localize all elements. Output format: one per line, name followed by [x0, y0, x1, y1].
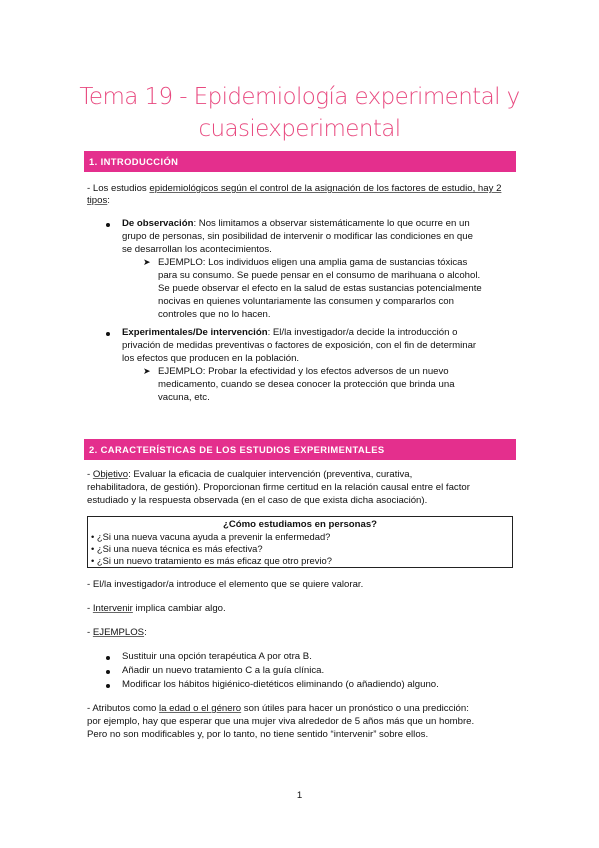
observation-example-line-2: para su consumo. Se puede pensar en el consumo de marihuana o alcohol.	[158, 270, 481, 281]
observation-example-line-3: Se puede observar el efecto en la salud de estas sustancias potencialmente	[158, 283, 482, 294]
paragraph-introduce: - El/la investigador/a introduce el elemento que se quiere valorar.	[87, 579, 364, 590]
experimental-label: Experimentales/De intervención	[122, 327, 268, 338]
intervene-suffix: implica cambiar algo.	[132, 603, 226, 614]
paragraph-intervene	[87, 603, 226, 615]
intervene-underlined: Intervenir	[92, 603, 133, 614]
attributes-line-3: Pero no son modificables y, por lo tanto, no tiene sentido “intervenir” sobre ellos.	[87, 729, 429, 740]
section-1-header: 1. INTRODUCCIÓN	[84, 151, 516, 172]
observation-example-line-5: controles que no lo hacen.	[158, 309, 271, 320]
observation-line-1	[122, 218, 470, 230]
attributes-underlined: la edad o el género	[158, 703, 242, 714]
attributes-line-2: por ejemplo, hay que esperar que una mujer viva alrededor de 5 años más que un hombre.	[87, 716, 475, 727]
section-2-header: 2. CARACTERÍSTICAS DE LOS ESTUDIOS EXPERIMENTALES	[84, 439, 516, 460]
example-item: Sustituir una opción terapéutica A por otra B.	[122, 651, 312, 662]
examples-prefix: -	[87, 627, 93, 638]
objective-line-3: estudiado y la respuesta observada (en el caso de que exista dicha asociación).	[87, 495, 428, 506]
intro-prefix: - Los estudios	[87, 183, 150, 194]
experimental-example-line-2: medicamento, cuando se desea conocer la protección que brinda una	[158, 379, 455, 390]
question-box	[87, 516, 513, 568]
observation-line-3: se desarrollan los acontecimientos.	[122, 244, 272, 255]
attributes-text: son útiles para hacer un pronóstico o una predicción:	[241, 703, 469, 714]
examples-heading	[87, 627, 147, 639]
objective-text: : Evaluar la eficacia de cualquier intervención (preventiva, curativa,	[128, 469, 413, 480]
experimental-line-2: privación de medidas preventivas o factores de exposición, con el fin de determinar	[122, 340, 477, 351]
intervene-prefix: -	[87, 603, 93, 614]
attributes-line-1	[87, 703, 469, 715]
observation-label: De observación	[122, 218, 194, 229]
question-item: • ¿Si un nuevo tratamiento es más eficaz que otro previo?	[91, 555, 332, 566]
bullet-dot	[106, 223, 110, 227]
bullet-dot	[106, 670, 110, 674]
observation-text: : Nos limitamos a observar sistemáticamente lo que ocurre en un	[193, 218, 470, 229]
question-item: • ¿Si una nueva técnica es más efectiva?	[91, 543, 263, 554]
objective-line-1	[87, 469, 412, 481]
observation-example-line-1: EJEMPLO: Los individuos eligen una amplia gama de sustancias tóxicas	[158, 257, 468, 268]
example-item: Añadir un nuevo tratamiento C a la guía clínica.	[122, 665, 325, 676]
objective-label: Objetivo	[92, 469, 129, 480]
bullet-dot	[106, 656, 110, 660]
experimental-line-1	[122, 327, 457, 339]
attributes-prefix: - Atributos como	[87, 703, 159, 714]
experimental-example-line-3: vacuna, etc.	[158, 392, 210, 403]
arrow-bullet-icon: ➤	[143, 257, 151, 267]
section-1-intro	[87, 183, 513, 208]
observation-line-2: grupo de personas, sin posibilidad de intervenir o modificar las condiciones en que	[122, 231, 473, 242]
intro-underlined: epidemiológicos según el control de la asignación de los factores de estudio, hay 2 tipos	[87, 183, 502, 207]
bullet-dot	[106, 332, 110, 336]
objective-line-2: rehabilitadora, de gestión). Proporcionan firme certitud en la relación causal entre el factor	[87, 482, 470, 493]
question-box-title: ¿Cómo estudiamos en personas?	[222, 519, 378, 530]
example-item: Modificar los hábitos higiénico-dietéticos eliminando (o añadiendo) alguno.	[122, 679, 439, 690]
question-item: • ¿Si una nueva vacuna ayuda a prevenir la enfermedad?	[91, 531, 331, 542]
intro-suffix: :	[107, 195, 110, 207]
page-number: 1	[296, 790, 303, 801]
observation-example-line-4: nocivas en quienes voluntariamente las consumen y compararlos con	[158, 296, 454, 307]
experimental-text: : El/la investigador/a decide la introducción o	[267, 327, 458, 338]
examples-suffix: :	[144, 627, 147, 638]
page-title-line-1: Tema 19 - Epidemiología experimental y	[79, 84, 520, 110]
experimental-line-3: los efectos que producen en la población.	[122, 353, 300, 364]
page-title-line-2: cuasiexperimental	[198, 116, 401, 142]
arrow-bullet-icon: ➤	[143, 366, 151, 376]
experimental-example-line-1: EJEMPLO: Probar la efectividad y los efectos adversos de un nuevo	[158, 366, 449, 377]
examples-underlined: EJEMPLOS	[92, 627, 145, 638]
objective-prefix: -	[87, 469, 93, 480]
bullet-dot	[106, 684, 110, 688]
